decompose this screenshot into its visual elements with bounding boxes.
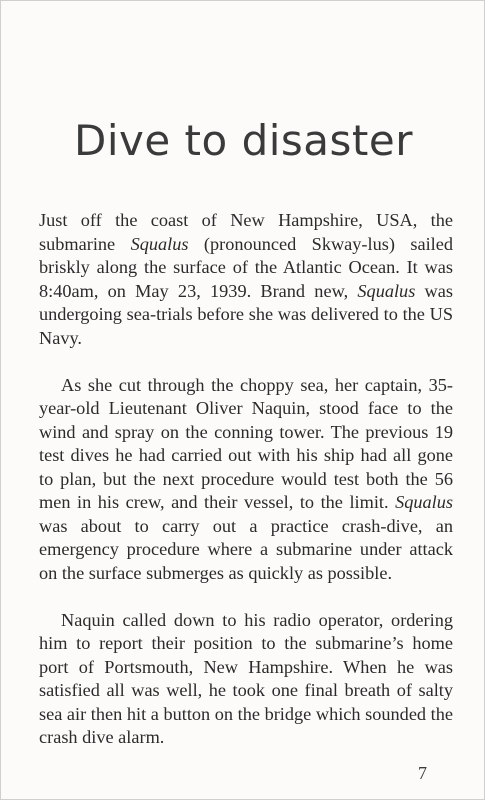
- paragraph-2: [39, 374, 453, 586]
- italic-ship-name: Squalus: [395, 492, 453, 512]
- text-run: was undergoing sea-trials before she was delivered to the US Navy.: [39, 280, 453, 348]
- text-run: As she cut through the choppy sea, her captain, 35-year-old Lieutenant Oliver Naquin, stood face to the wind and spray on the conning tower. The previous 19 test dives he had carried out with his ship had all gone to plan, but the next procedure would test both the 56 men in his crew, and their vessel, to the limit.: [39, 374, 453, 512]
- paragraph-3: [39, 609, 453, 750]
- chapter-title: Dive to disaster: [74, 116, 413, 165]
- page-number: 7: [418, 763, 427, 783]
- italic-ship-name: Squalus: [130, 233, 189, 254]
- italic-ship-name: Squalus: [357, 280, 416, 301]
- text-run: Naquin called down to his radio operator, ordering him to report their position to the submarine’s home port of Portsmouth, New Hampshire. When he was satisfied all was well, he took one final breath of salty sea air then hit a button on the bridge which sounded the crash dive alarm.: [39, 609, 453, 747]
- text-run: was about to carry out a practice crash-dive, an emergency procedure where a submarine under attack on the surface submerges as quickly as possible.: [39, 515, 453, 583]
- text-run: Just off the coast of New Hampshire, USA, the submarine: [39, 210, 453, 254]
- text-run: (pronounced Skway-lus) sailed briskly along the surface of the Atlantic Ocean. It was 8:40am, on May 23, 1939. Brand new,: [39, 233, 453, 301]
- paragraph-1: [39, 209, 453, 350]
- body-text: [39, 209, 453, 750]
